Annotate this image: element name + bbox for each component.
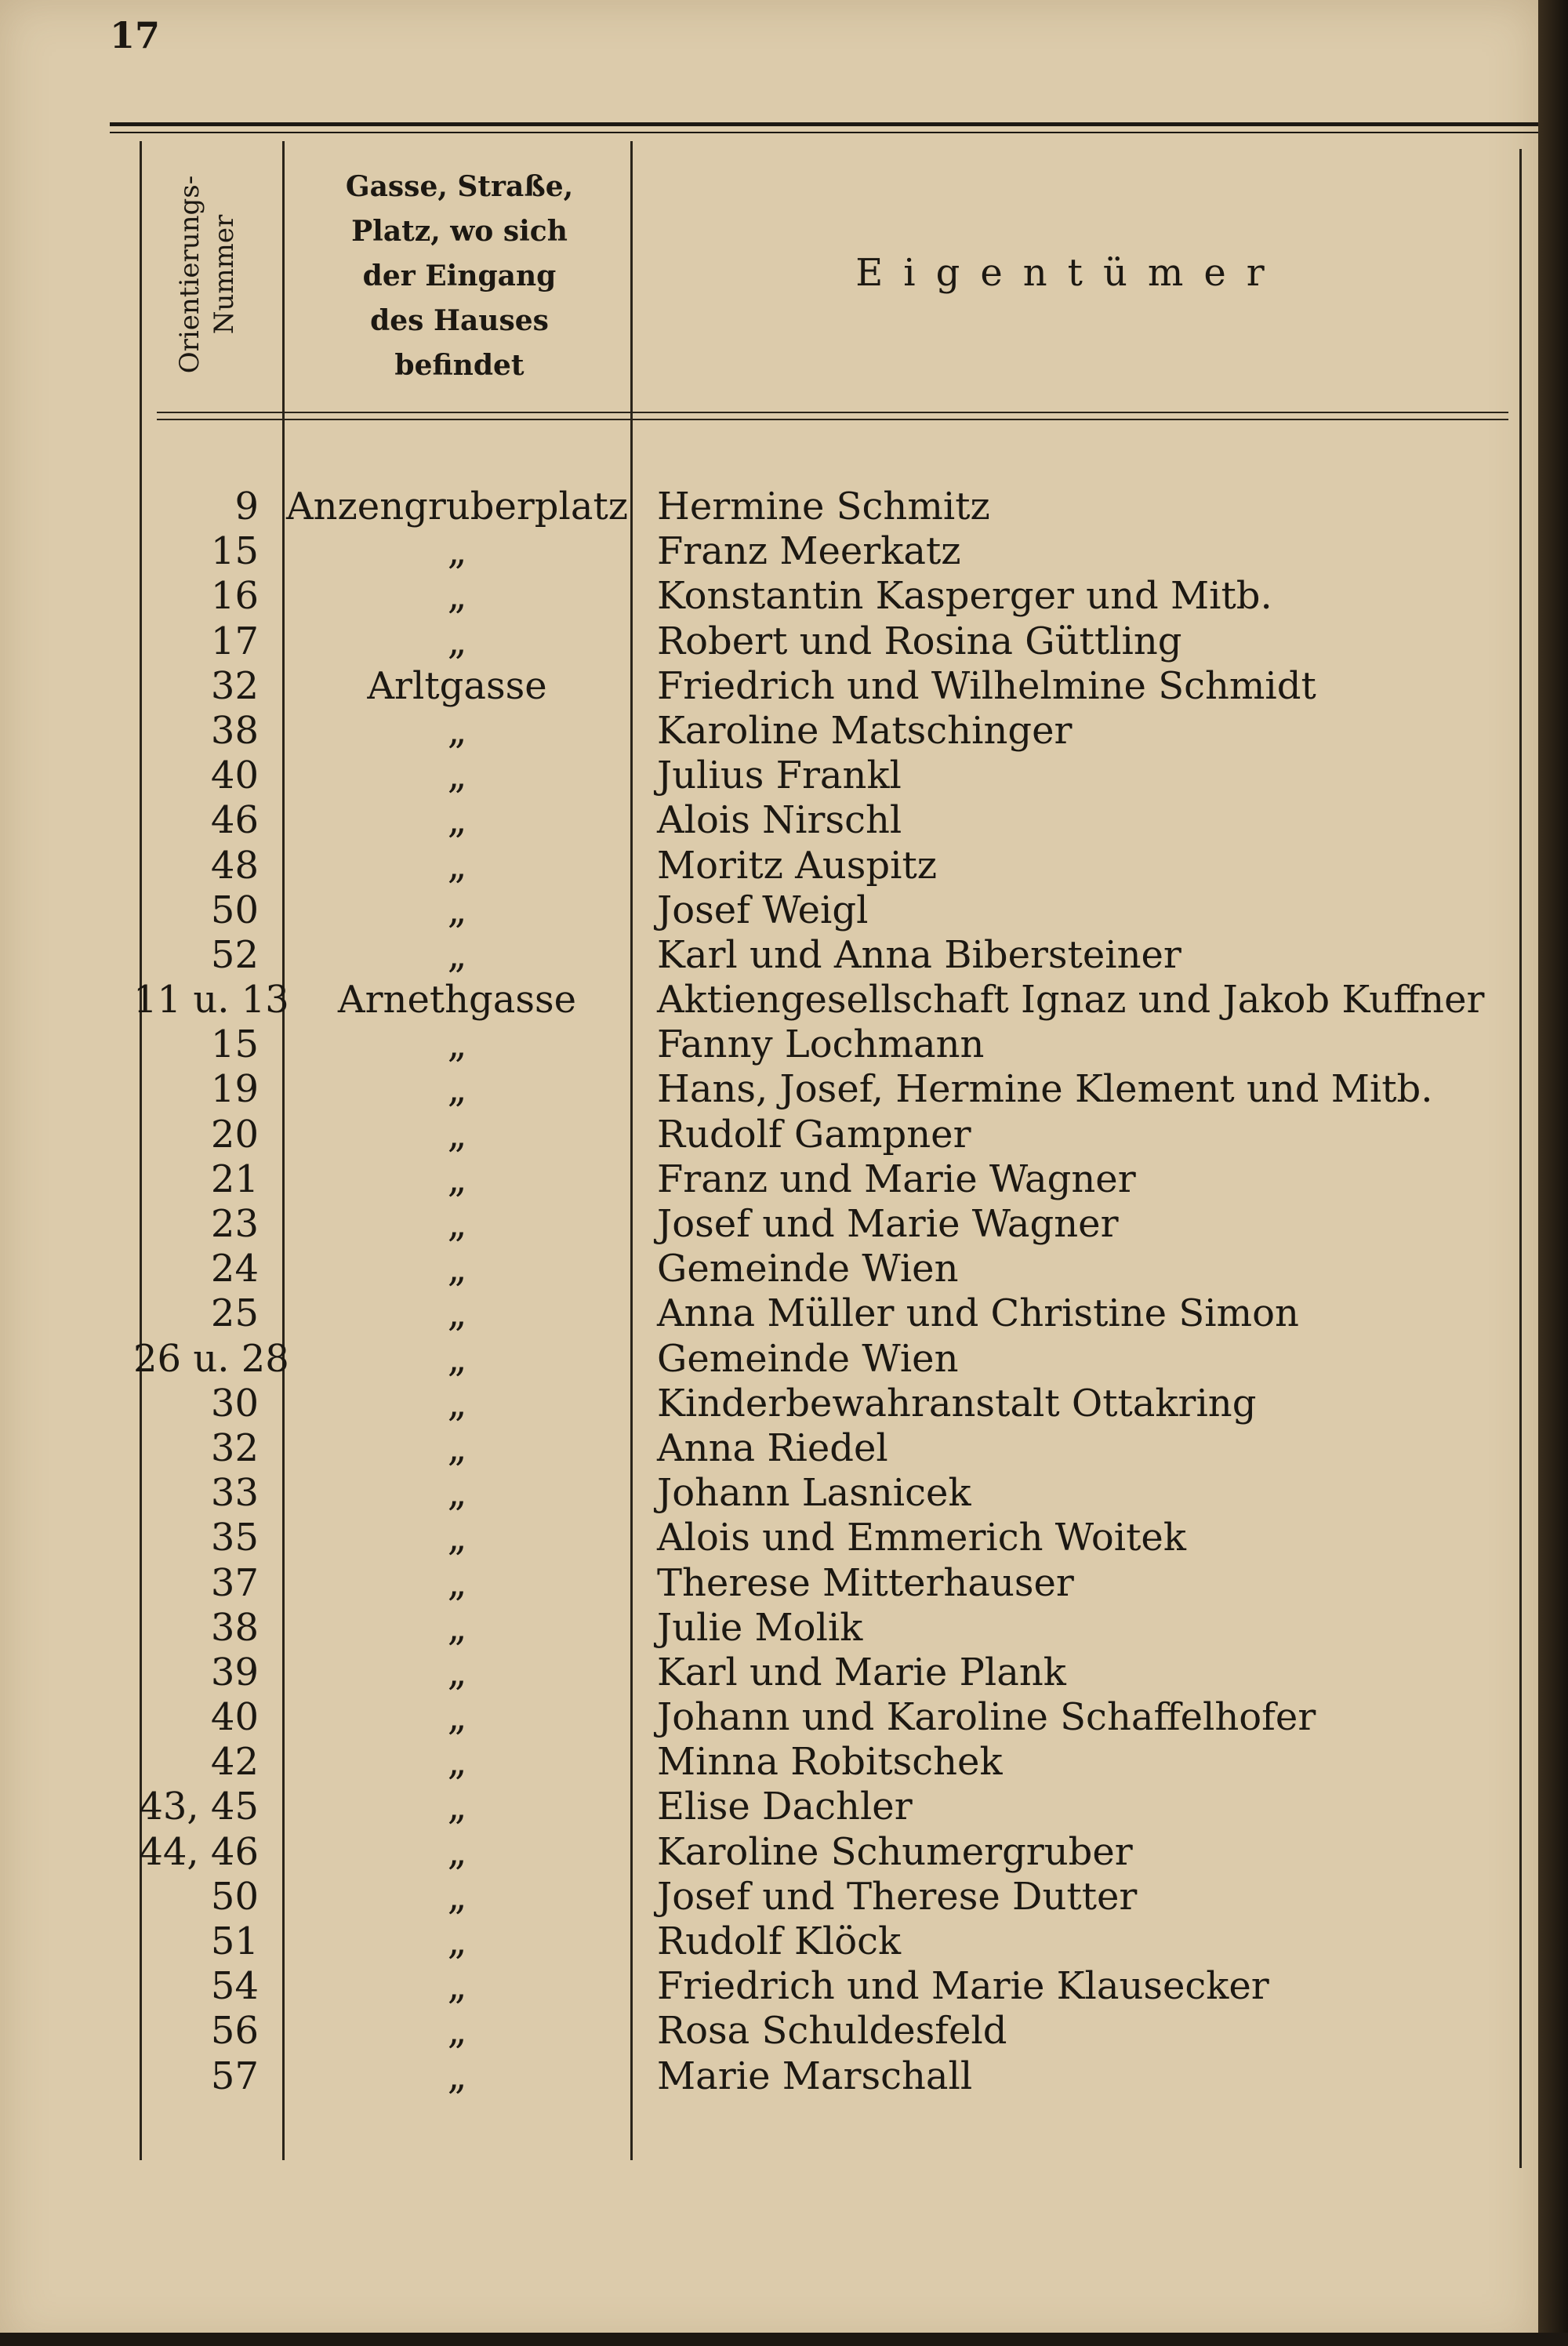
table-row: [133, 1291, 1513, 1336]
table-row: [133, 1157, 1513, 1202]
house-number: 51: [210, 1919, 259, 1963]
house-number: 30: [210, 1381, 259, 1425]
table-row: [133, 1964, 1513, 2009]
owner-name: Friedrich und Wilhelmine Schmidt: [657, 663, 1316, 708]
house-number: 35: [210, 1516, 259, 1560]
house-number: 42: [210, 1740, 259, 1785]
street-name: „: [447, 1785, 467, 1829]
street-name: „: [447, 843, 467, 888]
top-rule: [110, 122, 1541, 126]
book-bottom-edge: [0, 2333, 1568, 2346]
house-number: 15: [210, 529, 259, 574]
house-number: 37: [210, 1560, 259, 1605]
street-name: „: [447, 754, 467, 798]
table-row: [133, 1022, 1513, 1067]
street-name: „: [447, 1516, 467, 1560]
table-row: [133, 1740, 1513, 1785]
street-name: „: [447, 1067, 467, 1112]
owner-name: Karl und Marie Plank: [657, 1650, 1066, 1694]
page-number: 17: [110, 14, 161, 56]
house-number: 25: [210, 1291, 259, 1336]
house-number: 23: [210, 1202, 259, 1246]
street-name: „: [447, 1381, 467, 1425]
street-name: „: [447, 1740, 467, 1785]
house-number: 50: [210, 1874, 259, 1919]
house-number: 56: [210, 2009, 259, 2054]
table-row: [133, 1382, 1513, 1426]
owner-name: Konstantin Kasperger und Mitb.: [657, 574, 1272, 619]
house-number: 46: [210, 798, 259, 843]
header-street-label: Gasse, Straße, Platz, wo sich der Eingang des Hauses befindet: [345, 170, 574, 382]
header-number-column: [140, 149, 274, 400]
table-row: [133, 529, 1513, 574]
house-number: 43, 45: [139, 1785, 259, 1829]
owner-name: Moritz Auspitz: [657, 843, 938, 888]
owner-name: Johann Lasnicek: [657, 1471, 971, 1516]
owner-name: Karoline Schumergruber: [657, 1829, 1133, 1874]
house-number: 17: [210, 619, 259, 663]
street-name: „: [447, 2054, 467, 2098]
owner-name: Gemeinde Wien: [657, 1247, 959, 1291]
house-number: 33: [210, 1471, 259, 1516]
table-right-border: [1519, 149, 1522, 2168]
owner-name: Friedrich und Marie Klausecker: [657, 1964, 1269, 2009]
owner-name: Alois Nirschl: [657, 798, 902, 843]
table-row: [133, 1337, 1513, 1382]
table-row: [133, 1426, 1513, 1471]
table-row: [133, 1651, 1513, 1695]
table-row: [133, 1919, 1513, 1964]
street-name: Arltgasse: [367, 663, 547, 708]
house-number: 44, 46: [139, 1829, 259, 1874]
street-name: „: [447, 1112, 467, 1157]
owner-name: Anna Riedel: [657, 1425, 888, 1470]
header-divider: [157, 412, 1508, 413]
header-number-label: Orientierungs- Nummer: [174, 175, 240, 374]
house-number: 48: [210, 843, 259, 888]
owner-name: Kinderbewahranstalt Ottakring: [657, 1381, 1257, 1425]
house-number: 40: [210, 1695, 259, 1740]
street-name: „: [447, 1605, 467, 1650]
street-name: „: [447, 1336, 467, 1381]
table-row: [133, 574, 1513, 619]
street-name: Arnethgasse: [337, 978, 577, 1022]
owner-name: Robert und Rosina Güttling: [657, 619, 1182, 663]
table-row: [133, 2009, 1513, 2054]
street-name: „: [447, 2009, 467, 2054]
owner-name: Gemeinde Wien: [657, 1336, 959, 1381]
table-row: [133, 978, 1513, 1022]
table-row: [133, 2054, 1513, 2099]
owner-name: Julie Molik: [657, 1605, 863, 1650]
house-number: 32: [210, 1425, 259, 1470]
street-name: „: [447, 574, 467, 619]
table-row: [133, 1875, 1513, 1919]
header-owner-label: Eigentümer: [855, 251, 1285, 295]
house-number: 40: [210, 754, 259, 798]
table-row: [133, 754, 1513, 798]
table-row: [133, 1113, 1513, 1157]
book-spine-edge: [1538, 0, 1568, 2346]
owner-name: Minna Robitschek: [657, 1740, 1003, 1785]
house-number: 38: [210, 1605, 259, 1650]
table-row: [133, 485, 1513, 529]
table-row: [133, 1516, 1513, 1560]
house-number: 24: [210, 1247, 259, 1291]
house-number: 9: [234, 485, 259, 528]
owner-name: Anna Müller und Christine Simon: [657, 1291, 1299, 1336]
table-row: [133, 1830, 1513, 1875]
table-row: [133, 1785, 1513, 1829]
street-name: „: [447, 1695, 467, 1740]
owner-name: Alois und Emmerich Woitek: [657, 1516, 1186, 1560]
street-name: „: [447, 619, 467, 663]
table-row: [133, 1606, 1513, 1651]
owner-name: Franz und Marie Wagner: [657, 1157, 1136, 1201]
street-name: „: [447, 1919, 467, 1963]
owner-name: Rosa Schuldesfeld: [657, 2009, 1007, 2054]
owner-name: Karoline Matschinger: [657, 708, 1073, 753]
table-row: [133, 1471, 1513, 1516]
street-name: „: [447, 1650, 467, 1694]
table-row: [133, 1202, 1513, 1247]
owner-name: Therese Mitterhauser: [657, 1560, 1074, 1605]
owner-name: Rudolf Gampner: [657, 1112, 971, 1157]
table-row: [133, 933, 1513, 978]
table-row: [133, 709, 1513, 754]
house-number: 16: [210, 574, 259, 619]
house-number: 54: [210, 1964, 259, 2009]
header-divider-second: [157, 419, 1508, 420]
street-name: „: [447, 1560, 467, 1605]
owner-name: Josef und Therese Dutter: [657, 1874, 1138, 1919]
table-row: [133, 798, 1513, 843]
street-name: „: [447, 1964, 467, 2009]
register-table-body: [133, 485, 1513, 2099]
owner-name: Josef Weigl: [657, 888, 869, 932]
house-number: 50: [210, 888, 259, 932]
street-name: „: [447, 888, 467, 932]
house-number: 52: [210, 932, 259, 977]
street-name: „: [447, 1874, 467, 1919]
house-number: 32: [210, 663, 259, 708]
street-name: „: [447, 1425, 467, 1470]
owner-name: Elise Dachler: [657, 1785, 913, 1829]
owner-name: Josef und Marie Wagner: [657, 1202, 1119, 1246]
street-name: „: [447, 1202, 467, 1246]
street-name: „: [447, 1247, 467, 1291]
street-name: „: [447, 708, 467, 753]
house-number: 57: [210, 2054, 259, 2098]
table-row: [133, 1247, 1513, 1291]
street-name: „: [447, 1471, 467, 1516]
owner-name: Julius Frankl: [657, 754, 902, 798]
owner-name: Karl und Anna Bibersteiner: [657, 932, 1181, 977]
house-number: 19: [210, 1067, 259, 1112]
table-row: [133, 619, 1513, 664]
street-name: „: [447, 1022, 467, 1067]
street-name: Anzengruberplatz: [285, 485, 629, 528]
house-number: 11 u. 13: [133, 978, 289, 1022]
owner-name: Marie Marschall: [657, 2054, 973, 2098]
table-row: [133, 664, 1513, 709]
house-number: 26 u. 28: [133, 1336, 289, 1381]
owner-name: Franz Meerkatz: [657, 529, 961, 574]
table-row: [133, 1561, 1513, 1606]
owner-name: Rudolf Klöck: [657, 1919, 902, 1963]
owner-name: Johann und Karoline Schaffelhofer: [657, 1695, 1316, 1740]
street-name: „: [447, 1829, 467, 1874]
table-row: [133, 1695, 1513, 1740]
house-number: 15: [210, 1022, 259, 1067]
owner-name: Hans, Josef, Hermine Klement und Mitb.: [657, 1067, 1433, 1112]
street-name: „: [447, 932, 467, 977]
street-name: „: [447, 1157, 467, 1201]
street-name: „: [447, 1291, 467, 1336]
top-rule-thin: [110, 132, 1541, 133]
table-row: [133, 888, 1513, 933]
house-number: 21: [210, 1157, 259, 1201]
house-number: 38: [210, 708, 259, 753]
table-row: [133, 1067, 1513, 1112]
table-row: [133, 844, 1513, 888]
street-name: „: [447, 529, 467, 574]
owner-name: Fanny Lochmann: [657, 1022, 985, 1067]
house-number: 39: [210, 1650, 259, 1694]
street-name: „: [447, 798, 467, 843]
owner-name: Hermine Schmitz: [657, 485, 990, 528]
owner-name: Aktiengesellschaft Ignaz und Jakob Kuffner: [657, 978, 1485, 1022]
house-number: 20: [210, 1112, 259, 1157]
